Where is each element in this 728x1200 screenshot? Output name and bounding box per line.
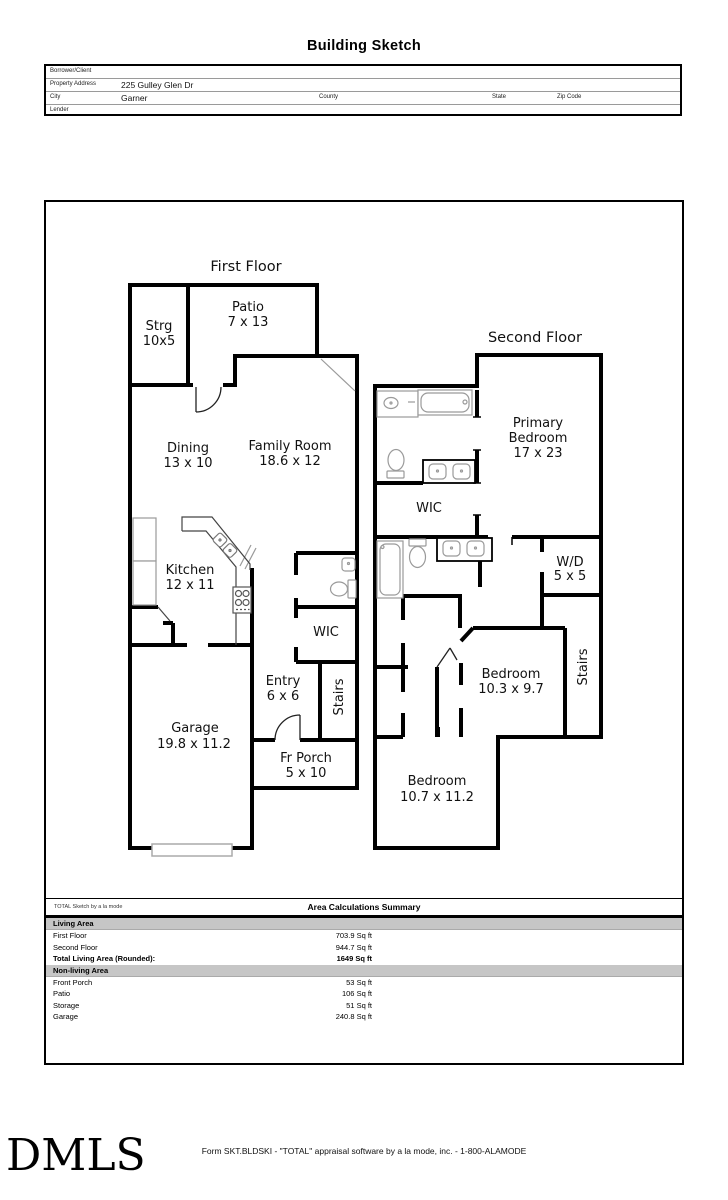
- room-wic2-name: WIC: [416, 501, 442, 516]
- summary-row: [46, 977, 682, 989]
- living-area-header: Living Area: [46, 918, 682, 930]
- row-value: 106 Sq ft: [341, 989, 372, 998]
- row-value: 53 Sq ft: [346, 977, 372, 987]
- room-entry-name: Entry: [265, 674, 301, 689]
- half-bath-fixtures: [331, 558, 357, 598]
- room-primary-name2: Bedroom: [508, 431, 568, 446]
- room-strg-dims: 10x5: [142, 334, 176, 349]
- room-stairs2-name: Stairs: [576, 648, 591, 686]
- corner-fireplace-line: [321, 359, 355, 391]
- summary-title-bar: [46, 899, 682, 915]
- total-value: 1649 Sq ft: [336, 954, 372, 963]
- room-wd-name: W/D: [556, 555, 584, 570]
- room-primary-dims: 17 x 23: [513, 446, 563, 461]
- county-label: County: [319, 94, 339, 100]
- room-kitchen-name: Kitchen: [165, 563, 215, 578]
- borrower-label: Borrower/Client: [50, 68, 92, 74]
- room-primary-name: Primary: [512, 416, 564, 431]
- total-label: Total Living Area (Rounded):: [53, 954, 156, 963]
- room-bedroom2-dims: 10.3 x 9.7: [478, 682, 544, 697]
- row-label: Second Floor: [53, 942, 98, 952]
- room-strg-name: Strg: [145, 319, 173, 334]
- room-dining-dims: 13 x 10: [163, 456, 213, 471]
- hall-bath-fixtures: [377, 538, 492, 598]
- garage-door: [152, 844, 232, 856]
- summary-row: [46, 988, 682, 1000]
- toilet-bowl: [388, 450, 404, 471]
- closet-door-lines: [240, 545, 256, 569]
- row-value: 240.8 Sq ft: [335, 1012, 372, 1021]
- nonliving-area-header: Non-living Area: [46, 965, 682, 977]
- second-floor-title: Second Floor: [487, 330, 583, 346]
- row-label: First Floor: [53, 931, 87, 940]
- room-family-name: Family Room: [248, 439, 332, 454]
- refrigerator: [133, 518, 156, 561]
- area-calculations-summary: [46, 898, 682, 1023]
- footer-form-text: Form SKT.BLDSKI - "TOTAL" appraisal software by a la mode, inc. - 1-800-ALAMODE: [201, 1146, 527, 1156]
- room-stairs1-name: Stairs: [332, 678, 347, 716]
- row-label: Storage: [53, 1000, 80, 1010]
- row-label: Garage: [53, 1012, 79, 1021]
- first-floor-title: First Floor: [210, 259, 282, 275]
- room-porch-dims: 5 x 10: [285, 766, 327, 781]
- toilet-bowl: [410, 547, 426, 568]
- row-value: 51 Sq ft: [346, 1000, 372, 1010]
- door-garage-interior: [158, 607, 170, 621]
- state-label: State: [492, 94, 507, 100]
- property-address-label: Property Address: [50, 81, 97, 87]
- page-title: Building Sketch: [306, 38, 422, 54]
- door-swing-front: [275, 715, 300, 740]
- row-label: Patio: [53, 989, 71, 998]
- summary-title: Area Calculations Summary: [307, 902, 421, 912]
- floor-plan-labels: [143, 259, 591, 805]
- summary-row: [46, 1011, 682, 1023]
- row-value: 944.7 Sq ft: [335, 942, 372, 952]
- room-dining-name: Dining: [167, 441, 209, 456]
- room-entry-dims: 6 x 6: [266, 689, 300, 704]
- stove: [233, 587, 251, 613]
- room-patio-name: Patio: [232, 300, 264, 315]
- summary-row: [46, 930, 682, 942]
- city-value: Garner: [121, 93, 148, 103]
- row-value: 703.9 Sq ft: [335, 931, 372, 940]
- room-wic1-name: WIC: [313, 625, 339, 640]
- room-kitchen-dims: 12 x 11: [165, 578, 215, 593]
- primary-bath-fixtures: [377, 390, 475, 483]
- summary-total-row: [46, 953, 682, 965]
- room-garage-name: Garage: [171, 721, 219, 736]
- dmls-logo: DMLS: [6, 1130, 146, 1181]
- property-address-value: 225 Gulley Glen Dr: [121, 80, 194, 90]
- room-patio-dims: 7 x 13: [227, 315, 269, 330]
- toilet-tank: [387, 471, 404, 478]
- lender-label: Lender: [50, 107, 69, 113]
- room-family-dims: 18.6 x 12: [259, 454, 321, 469]
- room-garage-dims: 19.8 x 11.2: [157, 737, 231, 752]
- door-ajar-bedroom2: [437, 648, 457, 667]
- summary-row: [46, 1000, 682, 1012]
- sketch-software-note: TOTAL Sketch by a la mode: [54, 904, 123, 910]
- door-swing-dining: [196, 387, 221, 412]
- room-bedroom3-name: Bedroom: [407, 774, 467, 789]
- row-label: Front Porch: [53, 977, 93, 987]
- zip-label: Zip Code: [557, 94, 582, 100]
- room-porch-name: Fr Porch: [280, 751, 332, 766]
- room-bedroom2-name: Bedroom: [481, 667, 541, 682]
- pantry-cabinet: [133, 561, 156, 605]
- toilet-tank: [409, 539, 426, 546]
- toilet-bowl: [331, 582, 348, 596]
- toilet-tank: [348, 580, 356, 598]
- city-label: City: [50, 94, 61, 100]
- room-wd-dims: 5 x 5: [553, 569, 587, 584]
- second-floor-fixtures: [377, 390, 492, 598]
- room-bedroom3-dims: 10.7 x 11.2: [400, 790, 474, 805]
- summary-row: [46, 942, 682, 954]
